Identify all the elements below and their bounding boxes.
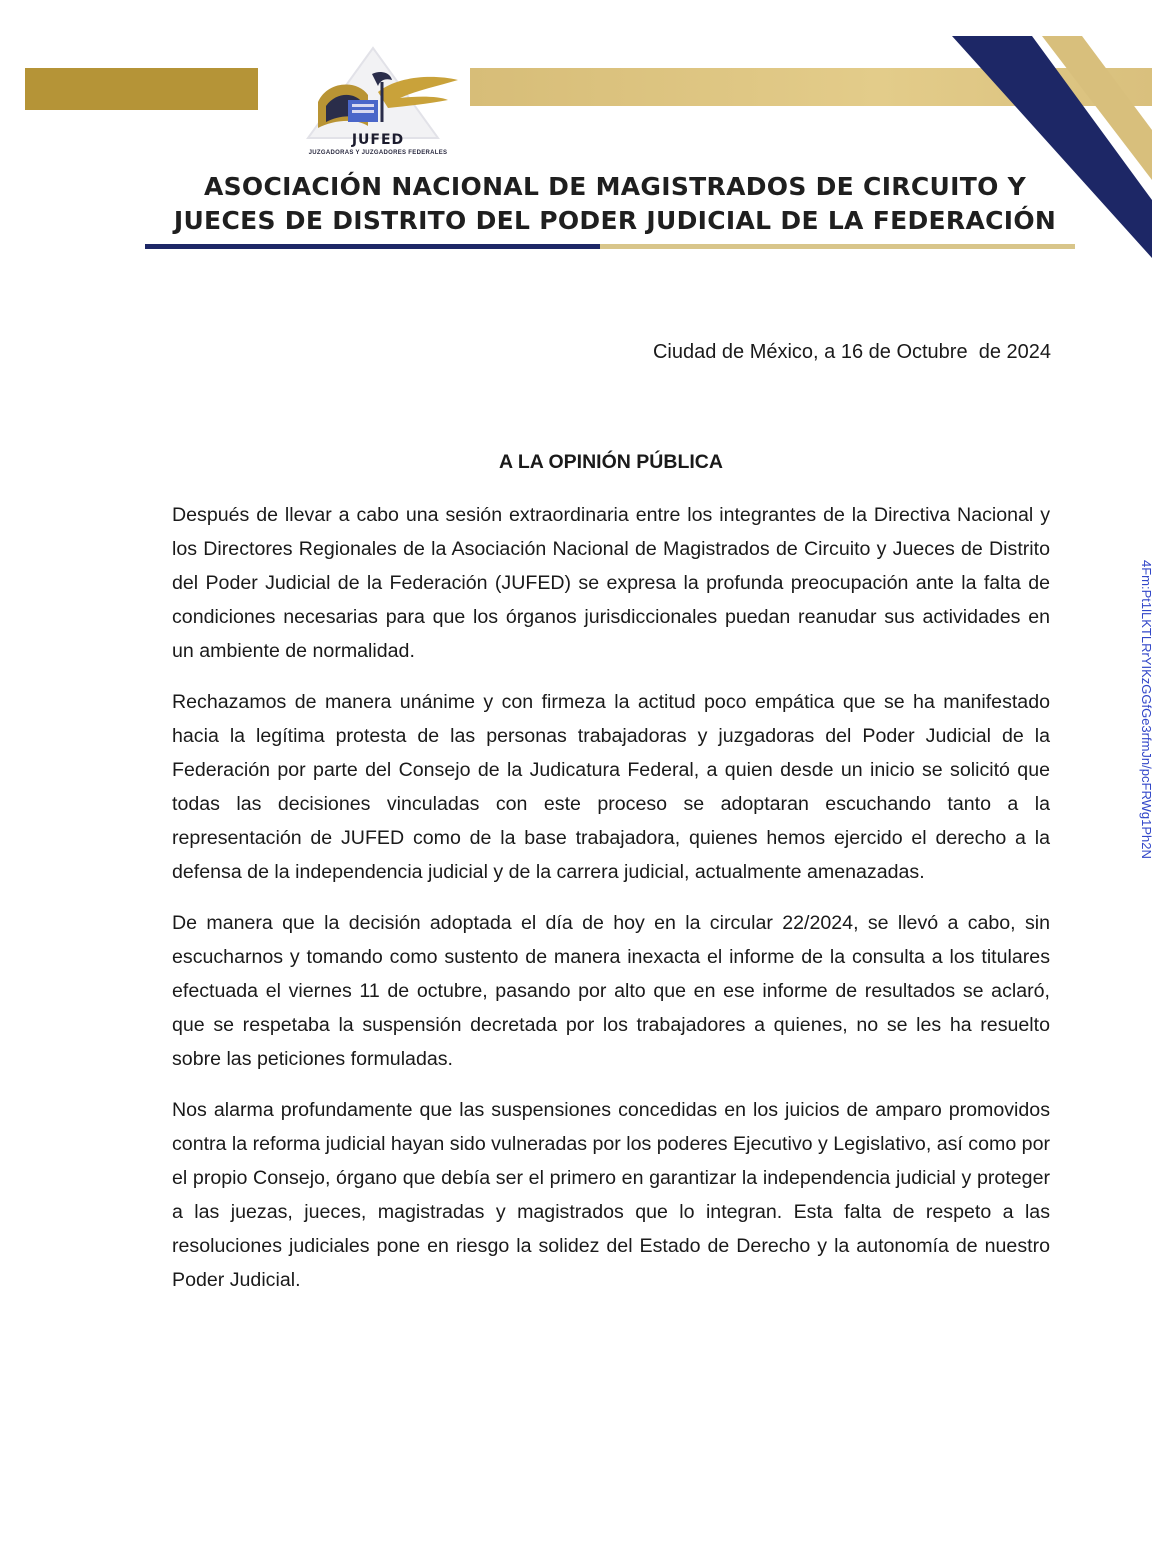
paragraph-1: Después de llevar a cabo una sesión extraordinaria entre los integrantes de la Directiva Nacional y los Directores Regionales de la Asociación Nacional de Magistrados de Circuito y Jueces de Distrito del Poder Judicial de la Federación (JUFED) se expresa la profunda preocupación ante la falta de condiciones necesarias para que los órganos jurisdiccionales puedan reanudar sus actividades en un ambiente de normalidad.	[172, 504, 1050, 662]
paragraph-2: Rechazamos de manera unánime y con firmeza la actitud poco empática que se ha manifestado hacia la legítima protesta de las personas trabajadoras y juzgadoras del Poder Judicial de la Federación por parte del Consejo de la Judicatura Federal, a quien desde un inicio se solicitó que todas las decisiones vinculadas con este proceso se adoptaran escuchando tanto a la representación de JUFED como de la base trabajadora, quienes hemos ejercido el derecho a la defensa de la independencia judicial y de la carrera judicial, actualmente amenazadas.	[172, 691, 1050, 883]
header-rule-gold	[600, 244, 1075, 249]
paragraph-4: Nos alarma profundamente que las suspensiones concedidas en los juicios de amparo promovidos contra la reforma judicial hayan sido vulneradas por los poderes Ejecutivo y Legislativo, así como por el propio Consejo, órgano que debía ser el primero en garantizar la independencia judicial y proteger a las juezas, jueces, magistradas y magistrados que lo integran. Esta falta de respeto a las resoluciones judiciales pone en riesgo la solidez del Estado de Derecho y la autonomía de nuestro Poder Judicial.	[172, 1099, 1050, 1291]
side-watermark	[1138, 560, 1158, 1120]
logo-subtext: JUZGADORAS Y JUZGADORES FEDERALES	[308, 150, 448, 156]
header-rule-navy	[145, 244, 600, 249]
side-watermark-text: 4Fm:Pt1lLKTLRrYIKzGGfGe3rfmJn/pcFRWg1Ph2N	[1139, 560, 1154, 859]
document-heading: A LA OPINIÓN PÚBLICA	[499, 451, 723, 473]
document-body	[172, 498, 1050, 1314]
gold-bar-left	[25, 68, 258, 110]
organization-name-line1: ASOCIACIÓN NACIONAL DE MAGISTRADOS DE CIRCUITO Y	[203, 172, 1027, 201]
document-date: Ciudad de México, a 16 de Octubre de 2024	[652, 341, 1051, 363]
logo-text: JUFED	[351, 132, 405, 148]
letterhead	[0, 0, 1152, 260]
organization-name	[100, 170, 1130, 238]
organization-name-line2: JUECES DE DISTRITO DEL PODER JUDICIAL DE LA FEDERACIÓN	[173, 206, 1057, 235]
paragraph-3: De manera que la decisión adoptada el día de hoy en la circular 22/2024, se llevó a cabo, sin escucharnos y tomando como sustento de manera inexacta el informe de la consulta a los titulares efectuada el viernes 11 de octubre, pasando por alto que en ese informe de resultados se aclaró, que se respetaba la suspensión decretada por los trabajadores a quienes, no se les ha resuelto sobre las peticiones formuladas.	[172, 912, 1050, 1070]
